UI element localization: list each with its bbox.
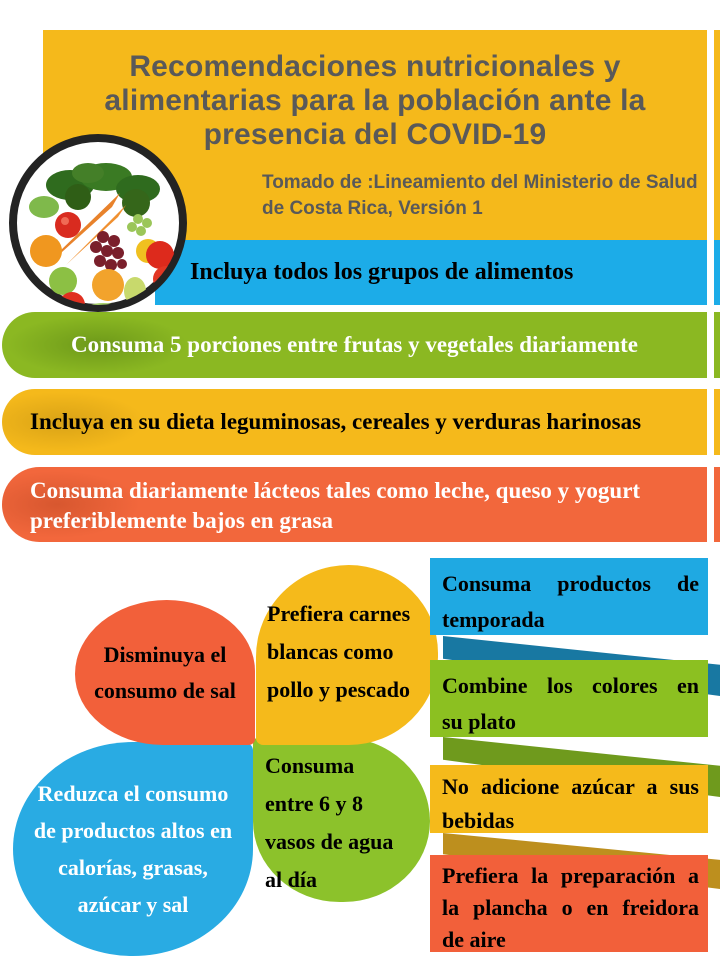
ribbon-plancha-line-1: Prefiera la preparación a — [442, 863, 699, 888]
bubble-agua-line-4: al día — [265, 867, 317, 892]
bubble-carnes-line-2: blancas como — [267, 639, 394, 664]
banner-1-edge-sliver — [714, 240, 720, 305]
bubble-agua-line-1: Consuma — [265, 753, 355, 778]
fruits-plate-image — [8, 133, 188, 313]
banner-porciones-frutas — [2, 312, 707, 378]
ribbon-no-azucar — [430, 765, 708, 833]
banner-4-edge-sliver — [714, 467, 720, 542]
bubble-reduzca-line-3: calorías, grasas, — [58, 855, 208, 880]
bubble-agua-line-2: entre 6 y 8 — [265, 791, 363, 816]
bubble-carnes-blancas — [256, 565, 438, 745]
ribbon-temporada-line-1: Consuma productos de — [442, 571, 699, 596]
ribbon-combine-colores — [430, 660, 708, 737]
bubble-carnes-line-1: Prefiera carnes — [267, 601, 411, 626]
banner-lacteos-line-2: preferiblemente bajos en grasa — [30, 508, 333, 533]
banner-leguminosas-text: Incluya en su dieta leguminosas, cereales y verduras harinosas — [30, 409, 642, 434]
banner-grupos-alimentos — [155, 240, 707, 305]
banner-2-edge-sliver — [714, 312, 720, 378]
ribbon-productos-temporada — [430, 558, 708, 635]
bubble-agua-line-3: vasos de agua — [265, 829, 394, 854]
bubble-vasos-agua — [253, 737, 430, 902]
source-line-2: de Costa Rica, Versión 1 — [262, 198, 483, 219]
source-line-1: Tomado de :Lineamiento del Ministerio de Salud — [262, 172, 698, 193]
page-title-line-2: alimentarias para la población ante la — [104, 84, 646, 117]
bubble-carnes-line-3: pollo y pescado — [267, 677, 411, 702]
page-title-line-3: presencia del COVID-19 — [203, 118, 547, 151]
ribbon-azucar-line-1: No adicione azúcar a sus — [442, 774, 699, 799]
banner-3-edge-sliver — [714, 389, 720, 455]
bubble-disminuya-sal — [75, 600, 255, 745]
ribbon-temporada-line-2: temporada — [442, 607, 545, 632]
source-attribution — [262, 170, 712, 222]
bubble-reduzca-line-2: de productos altos en — [33, 818, 233, 843]
bubble-reduzca-consumo — [13, 742, 253, 956]
ribbon-azucar-line-2: bebidas — [442, 808, 515, 833]
bubble-reduzca-line-4: azúcar y sal — [77, 892, 189, 917]
banner-lacteos-line-1: Consuma diariamente lácteos tales como leche, queso y yogurt — [30, 478, 641, 503]
ribbon-plancha-line-2: la plancha o en freidora — [442, 895, 699, 920]
banner-porciones-frutas-text: Consuma 5 porciones entre frutas y vegetales diariamente — [70, 332, 639, 357]
bubble-sal-line-2: consumo de sal — [94, 677, 236, 703]
ribbon-plancha-line-3: de aire — [442, 927, 506, 952]
bubble-sal-line-1: Disminuya el — [103, 641, 227, 667]
banner-leguminosas — [2, 389, 707, 455]
ribbon-colores-line-2: su plato — [442, 709, 516, 734]
bubble-reduzca-line-1: Reduzca el consumo — [37, 781, 229, 806]
ribbon-colores-line-1: Combine los colores en — [442, 673, 699, 698]
ribbon-preparacion-plancha — [430, 855, 708, 952]
page-title-line-1: Recomendaciones nutricionales y — [129, 50, 621, 83]
header-edge-sliver — [714, 30, 720, 240]
banner-grupos-alimentos-text: Incluya todos los grupos de alimentos — [190, 259, 574, 285]
banner-lacteos — [2, 467, 707, 542]
